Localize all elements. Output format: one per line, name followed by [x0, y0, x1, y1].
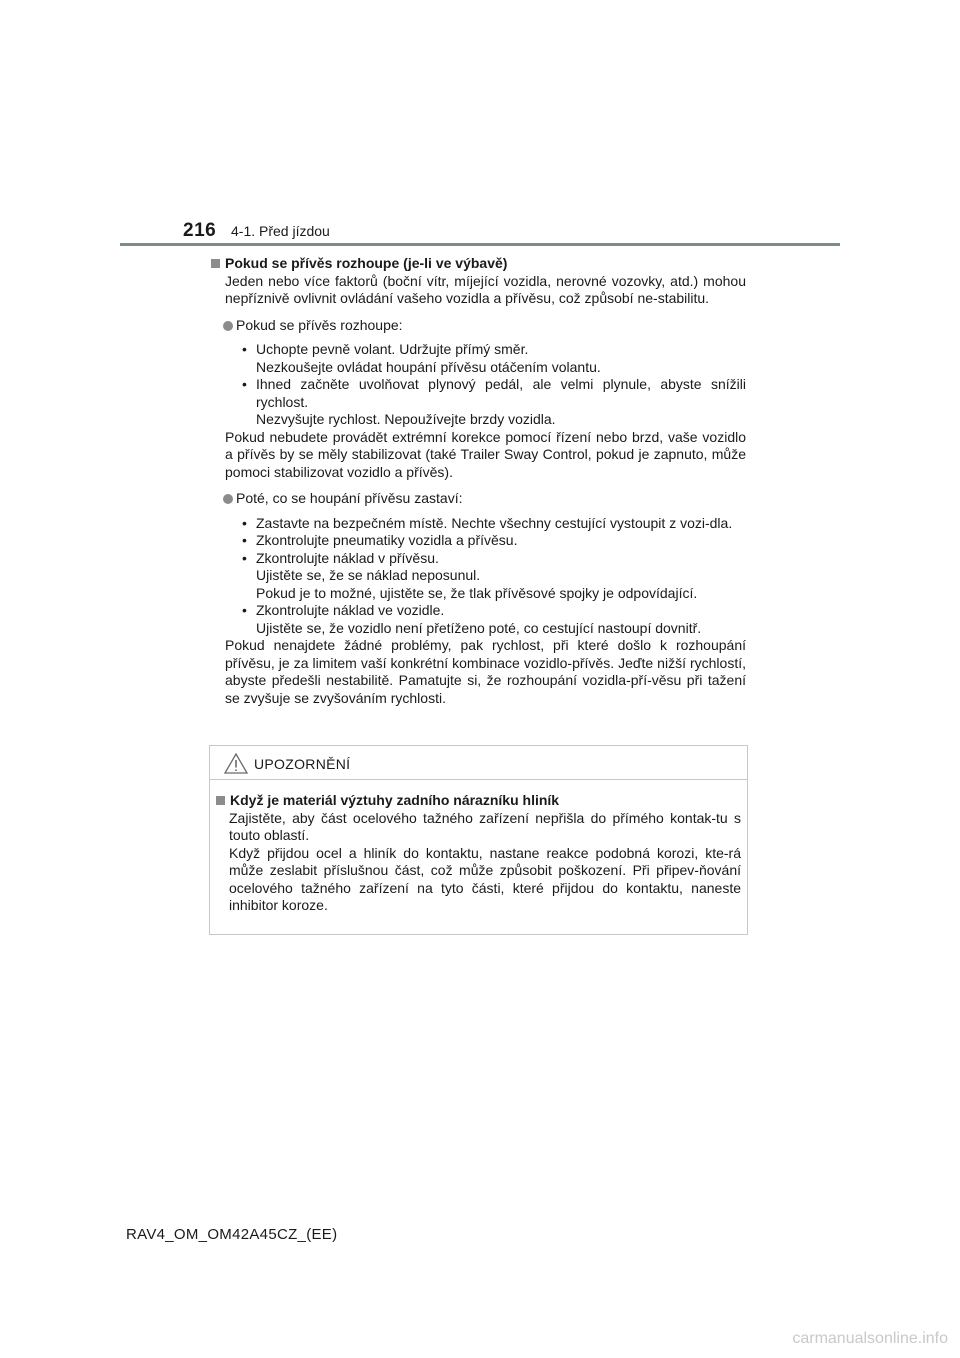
list-item-text: Zkontrolujte pneumatiky vozidla a přívěsu. — [256, 532, 518, 548]
caution-header — [210, 746, 747, 780]
square-bullet-icon — [211, 259, 220, 268]
header-rule — [120, 243, 840, 246]
page-number: 216 — [183, 220, 217, 241]
list-item — [210, 550, 746, 603]
list-item-note: Nezkoušejte ovládat houpání přívěsu otáčením volantu. — [256, 358, 601, 375]
section-heading — [210, 255, 746, 273]
main-content — [210, 255, 746, 707]
dot-mark: • — [242, 532, 247, 548]
sub-list-2 — [210, 515, 746, 638]
list-item — [210, 376, 746, 429]
list-item-text: Zkontrolujte náklad ve vozidle. — [256, 602, 445, 618]
caution-heading — [215, 792, 741, 810]
document-code: RAV4_OM_OM42A45CZ_(EE) — [126, 1226, 338, 1243]
caution-paragraph-2: Když přijdou ocel a hliník do kontaktu, nastane reakce podobná korozi, kte-rá může zeslabit příslušnou část, což může způsobit poškození. Při připev-ňování ocelového tažného zařízení na tyto části, které přijdou do kontaktu, naneste inhibitor koroze. — [229, 844, 741, 913]
caution-paragraph-1: Zajistěte, aby část ocelového tažného zařízení nepřišla do přímého kontak-tu s touto oblastí. — [229, 809, 741, 843]
list-item-note: Nezvyšujte rychlost. Nepoužívejte brzdy vozidla. — [256, 411, 556, 427]
circle-bullet-icon — [223, 494, 233, 504]
section-title: 4-1. Před jízdou — [231, 223, 330, 239]
bullet-heading-2 — [210, 490, 746, 508]
dot-mark: • — [242, 376, 247, 392]
caution-label: UPOZORNĚNÍ — [254, 756, 351, 772]
caution-box — [209, 745, 748, 935]
bullet-heading-text: Pokud se přívěs rozhoupe: — [236, 316, 403, 333]
bullet-heading-text: Poté, co se houpání přívěsu zastaví: — [236, 490, 463, 506]
list-item-text: Zastavte na bezpečném místě. Nechte všechny cestující vystoupit z vozi-dla. — [256, 514, 733, 531]
circle-bullet-icon — [223, 321, 233, 331]
dot-mark: • — [242, 341, 247, 357]
caution-heading-text: Když je materiál výztuhy zadního nárazníku hliník — [230, 792, 560, 808]
page-header — [0, 0, 960, 250]
dot-mark: • — [242, 602, 247, 618]
list-item-text: Zkontrolujte náklad v přívěsu. — [256, 549, 439, 566]
list-item — [210, 602, 746, 637]
section-heading-text: Pokud se přívěs rozhoupe (je-li ve výbavě) — [225, 255, 508, 271]
after-paragraph-2: Pokud nenajdete žádné problémy, pak rychlost, při které došlo k rozhoupání přívěsu, je za limitem vaší konkrétní kombinace vozidlo-přívěs. Jeďte nižší rychlostí, abyste předešli nestabilitě. Pamatujte si, že rozhoupání vozidla-pří-věsu při tažení se zvyšuje se zvyšováním rychlosti. — [225, 637, 746, 706]
after-paragraph-1: Pokud nebudete provádět extrémní korekce pomocí řízení nebo brzd, vaše vozidlo a přívěs by se měly stabilizovat (také Trailer Sway Control, pokud je zapnuto, může pomoci stabilizovat vozidlo a přívěs). — [225, 428, 746, 480]
sub-list-1 — [210, 341, 746, 429]
list-item-text: Uchopte pevně volant. Udržujte přímý směr. — [256, 341, 529, 357]
list-item-note: Pokud je to možné, ujistěte se, že tlak přívěsové spojky je odpovídající. — [256, 584, 698, 601]
caution-body — [215, 792, 741, 915]
watermark: carmanualsonline.info — [792, 1330, 948, 1347]
list-item — [210, 515, 746, 533]
list-item — [210, 341, 746, 376]
list-item-note: Ujistěte se, že vozidlo není přetíženo poté, co cestující nastoupí dovnitř. — [256, 619, 702, 636]
list-item-text: Ihned začněte uvolňovat plynový pedál, ale velmi plynule, abyste snížili rychlost. — [256, 376, 746, 410]
list-item — [210, 532, 746, 550]
warning-triangle-icon — [224, 753, 248, 774]
intro-paragraph: Jeden nebo více faktorů (boční vítr, míjející vozidla, nerovné vozovky, atd.) mohou nepříznivě ovlivnit ovládání vašeho vozidla a přívěsu, což způsobí ne-stabilitu. — [225, 272, 746, 306]
dot-mark: • — [242, 549, 247, 566]
bullet-heading-1 — [210, 317, 746, 335]
dot-mark: • — [242, 514, 247, 531]
list-item-note: Ujistěte se, že se náklad neposunul. — [256, 567, 481, 583]
square-bullet-icon — [216, 796, 225, 805]
